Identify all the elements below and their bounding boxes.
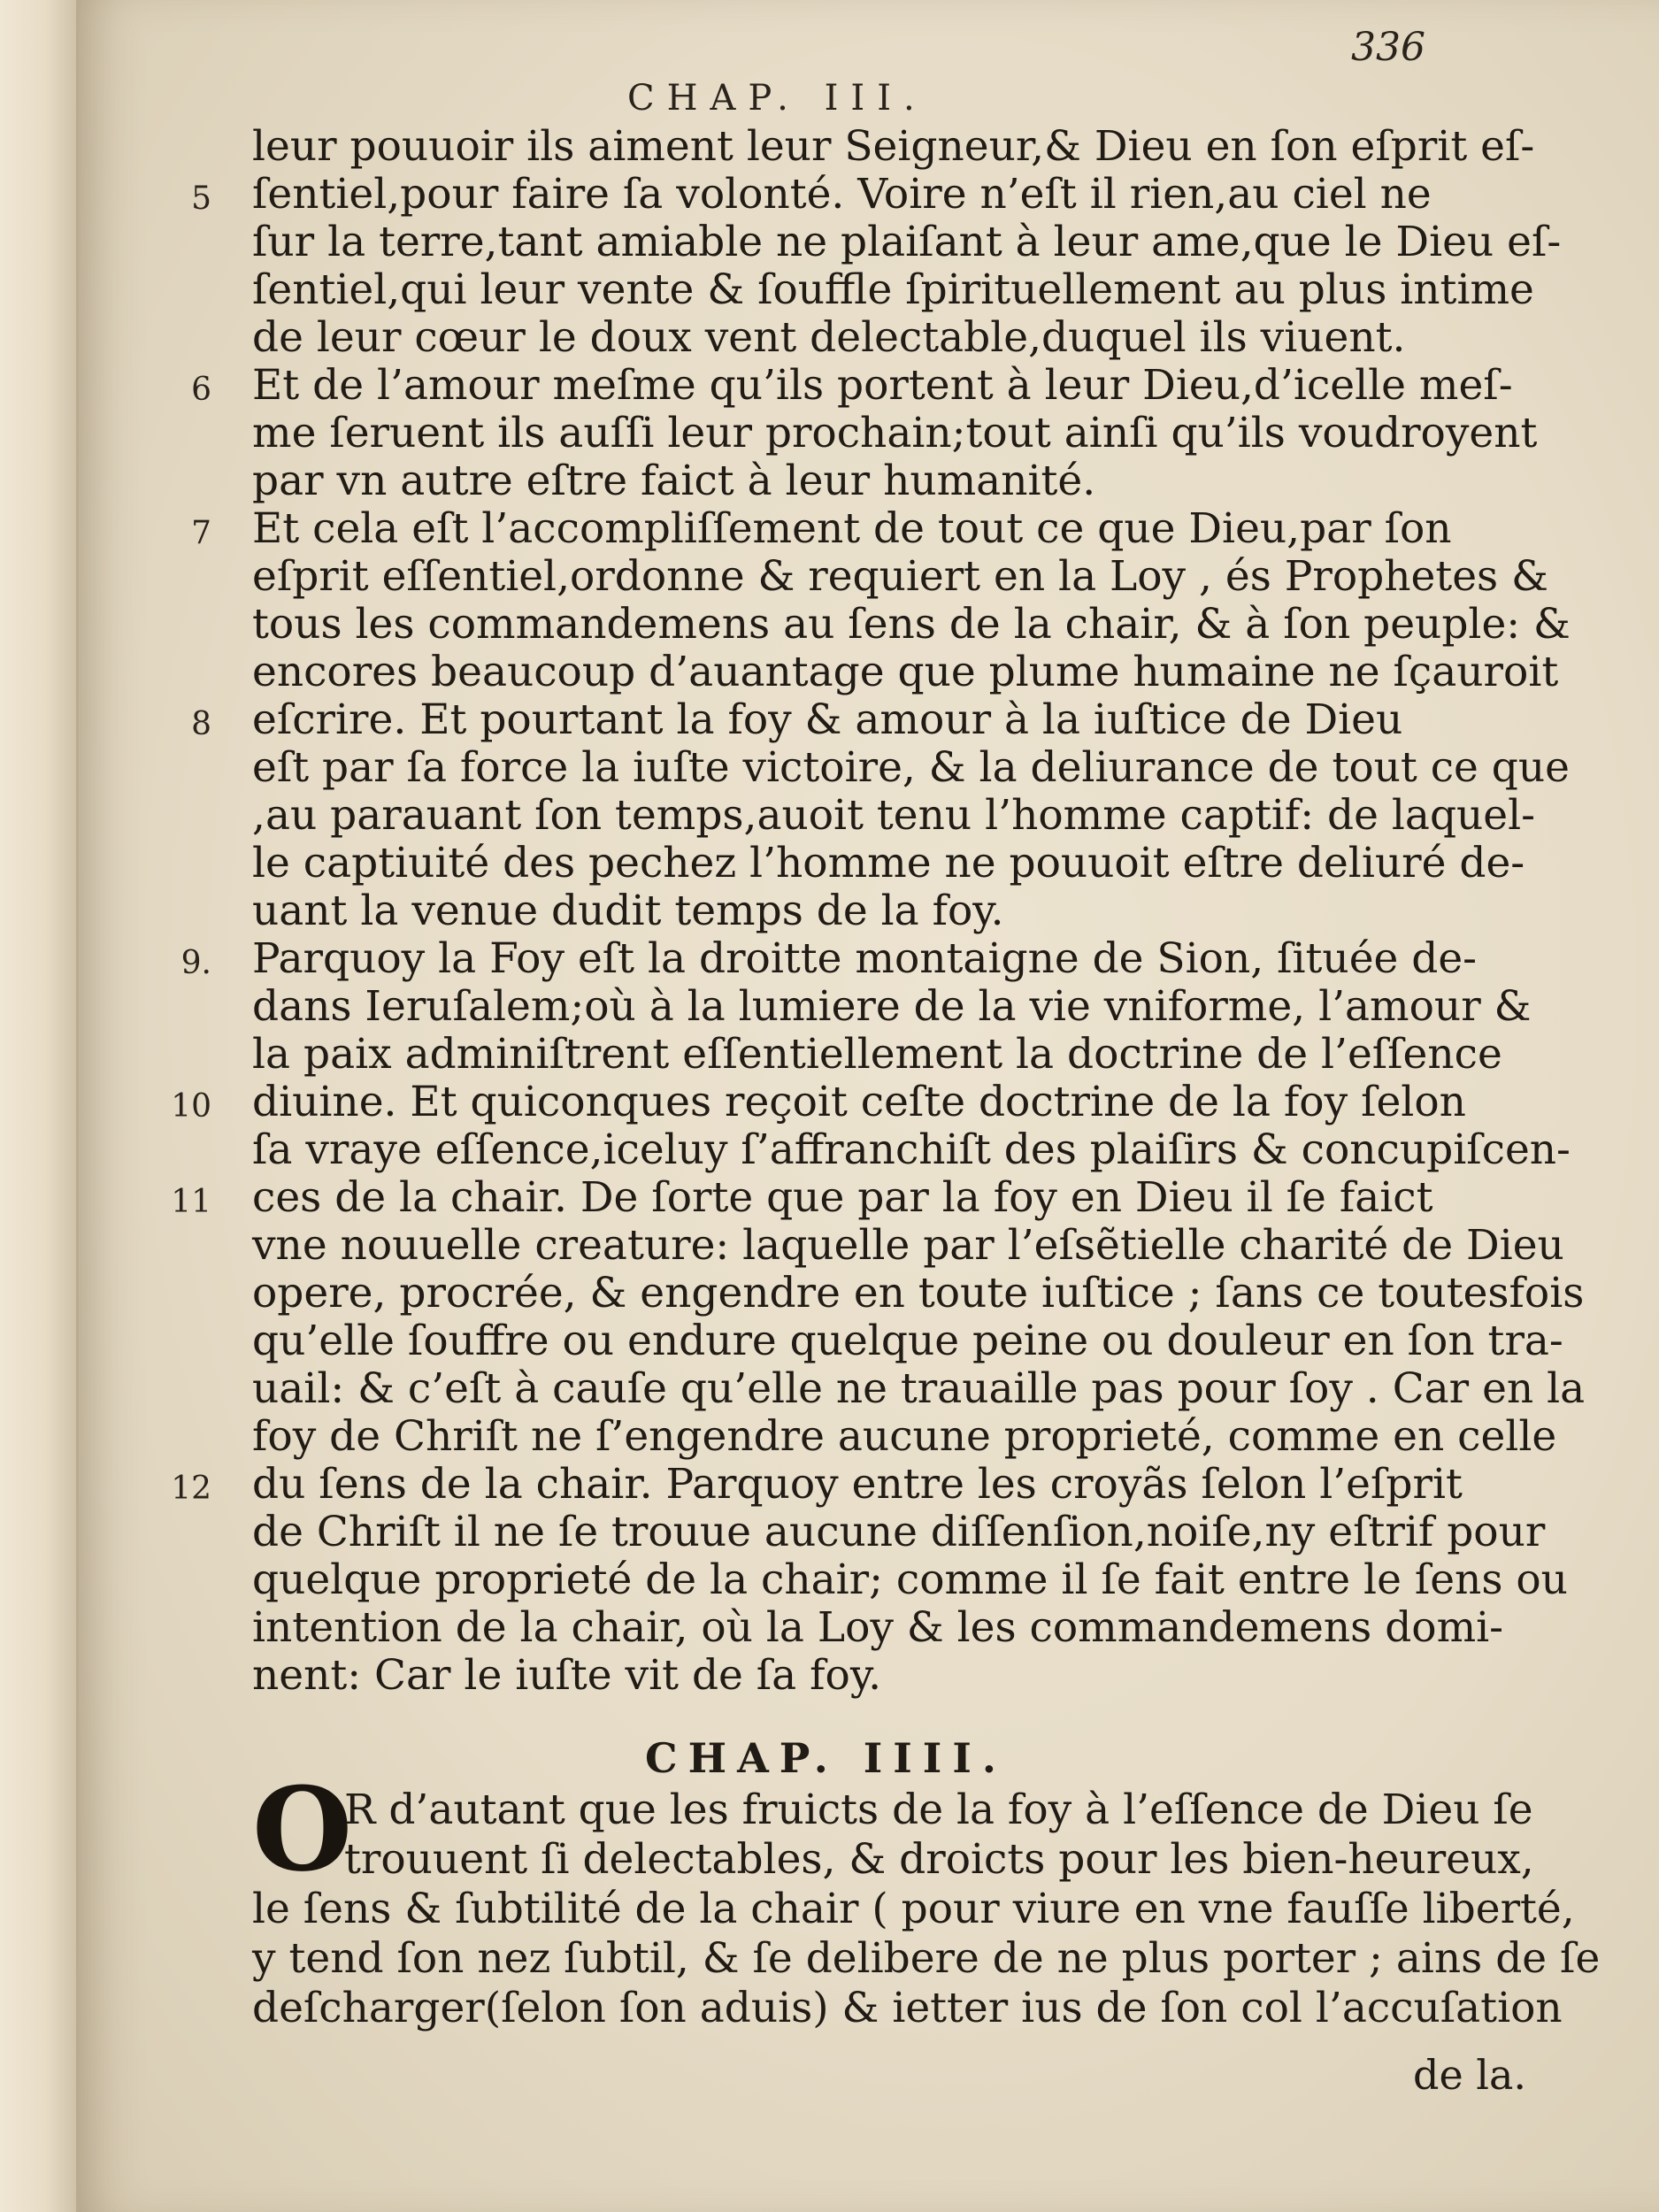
text-line: le captiuité des pechez l’homme ne pouuoit eſtre deliuré de- bbox=[252, 839, 1525, 887]
text-line: trouuent ſi delectables, & droicts pour les bien-heureux, bbox=[344, 1835, 1534, 1884]
text-line: leur pouuoir ils aiment leur Seigneur,& Dieu en ſon eſprit eſ- bbox=[252, 122, 1535, 171]
text-line: foy de Chriſt ne ſ’engendre aucune proprieté, comme en celle bbox=[252, 1412, 1557, 1461]
text-line: qu’elle ſouffre ou endure quelque peine ou douleur en ſon tra- bbox=[252, 1317, 1563, 1365]
text-line: par vn autre eſtre faict à leur humanité. bbox=[252, 457, 1096, 505]
text-line: R d’autant que les fruicts de la foy à l’eſſence de Dieu ſe bbox=[344, 1786, 1533, 1834]
page-number: 336 bbox=[1351, 25, 1425, 70]
text-line: de Chriſt il ne ſe trouue aucune diſſenſion,noiſe,ny eſtrif pour bbox=[252, 1508, 1546, 1556]
text-line: eſt par ſa force la iuſte victoire, & la deliurance de tout ce que bbox=[252, 743, 1570, 792]
text-line: le ſens & ſubtilité de la chair ( pour viure en vne fauſſe liberté, bbox=[252, 1885, 1575, 1933]
text-line: encores beaucoup d’auantage que plume humaine ne ſçauroit bbox=[252, 648, 1559, 696]
text-line: ſentiel,qui leur vente & ſouffle ſpirituellement au plus intime bbox=[252, 265, 1534, 314]
text-line: y tend ſon nez ſubtil, & ſe delibere de ne plus porter ; ains de ſe bbox=[252, 1934, 1601, 1983]
text-line: Et cela eſt l’accompliſſement de tout ce que Dieu,par ſon bbox=[252, 504, 1452, 553]
text-line: uant la venue dudit temps de la foy. bbox=[252, 887, 1004, 935]
text-line: uail: & c’eſt à cauſe qu’elle ne trauaille pas pour ſoy . Car en la bbox=[252, 1364, 1586, 1413]
verse-number: 9. bbox=[180, 945, 211, 981]
text-line: vne nouuelle creature: laquelle par l’eſsẽtielle charité de Dieu bbox=[252, 1221, 1564, 1270]
text-line: de leur cœur le doux vent delectable,duquel ils viuent. bbox=[252, 313, 1406, 362]
text-line: ces de la chair. De ſorte que par la foy en Dieu il ſe faict bbox=[252, 1173, 1433, 1222]
verse-number: 6 bbox=[191, 372, 211, 408]
text-line: eſcrire. Et pourtant la foy & amour à la iuſtice de Dieu bbox=[252, 695, 1403, 744]
verse-number: 8 bbox=[191, 706, 211, 742]
text-line: intention de la chair, où la Loy & les commandemens domi- bbox=[252, 1603, 1504, 1652]
verse-number: 12 bbox=[171, 1471, 211, 1507]
text-line: diuine. Et quiconques reçoit ceſte doctrine de la foy ſelon bbox=[252, 1078, 1466, 1126]
facing-page-edge bbox=[0, 0, 76, 2212]
text-line: quelque proprieté de la chair; comme il ſe fait entre le ſens ou bbox=[252, 1555, 1568, 1604]
text-line: me ſeruent ils auſſi leur prochain;tout ainſi qu’ils voudroyent bbox=[252, 409, 1538, 457]
verse-number: 10 bbox=[171, 1088, 211, 1125]
text-line: opere, procrée, & engendre en toute iuſtice ; ſans ce toutesfois bbox=[252, 1269, 1585, 1317]
text-line: tous les commandemens au ſens de la chair, & à ſon peuple: & bbox=[252, 600, 1571, 649]
verse-number: 11 bbox=[171, 1184, 211, 1220]
verse-number: 5 bbox=[191, 180, 211, 217]
text-line: ſa vraye eſſence,iceluy ſ’affranchiſt des plaiſirs & concupiſcen- bbox=[252, 1125, 1571, 1174]
text-line: nent: Car le iuſte vit de ſa foy. bbox=[252, 1651, 882, 1700]
drop-cap: O bbox=[252, 1762, 353, 1897]
text-line: ſentiel,pour faire ſa volonté. Voire n’eſt il rien,au ciel ne bbox=[252, 170, 1432, 219]
text-line: deſcharger(ſelon ſon aduis) & ietter ius de ſon col l’accuſation bbox=[252, 1984, 1563, 2032]
text-line: ,au parauant ſon temps,auoit tenu l’homme captif: de laquel- bbox=[252, 791, 1536, 840]
text-line: Et de l’amour meſme qu’ils portent à leur Dieu,d’icelle meſ- bbox=[252, 361, 1513, 410]
text-line: la paix adminiſtrent eſſentiellement la doctrine de l’eſſence bbox=[252, 1030, 1502, 1079]
text-line: Parquoy la Foy eſt la droitte montaigne de Sion, ſituée de- bbox=[252, 934, 1478, 983]
catchword: de la. bbox=[1413, 2051, 1527, 2099]
text-line: du ſens de la chair. Parquoy entre les croyãs ſelon l’eſprit bbox=[252, 1460, 1463, 1509]
text-line: dans Ieruſalem;où à la lumiere de la vie vniforme, l’amour & bbox=[252, 982, 1532, 1031]
verse-number: 7 bbox=[191, 515, 211, 551]
running-head: CHAP. III. bbox=[627, 78, 927, 119]
chapter-4-heading: CHAP. IIII. bbox=[645, 1734, 1007, 1782]
text-line: eſprit eſſentiel,ordonne & requiert en la Loy , és Prophetes & bbox=[252, 552, 1548, 601]
book-page bbox=[76, 0, 1659, 2212]
text-line: ſur la terre,tant amiable ne plaiſant à leur ame,que le Dieu eſ- bbox=[252, 218, 1562, 266]
